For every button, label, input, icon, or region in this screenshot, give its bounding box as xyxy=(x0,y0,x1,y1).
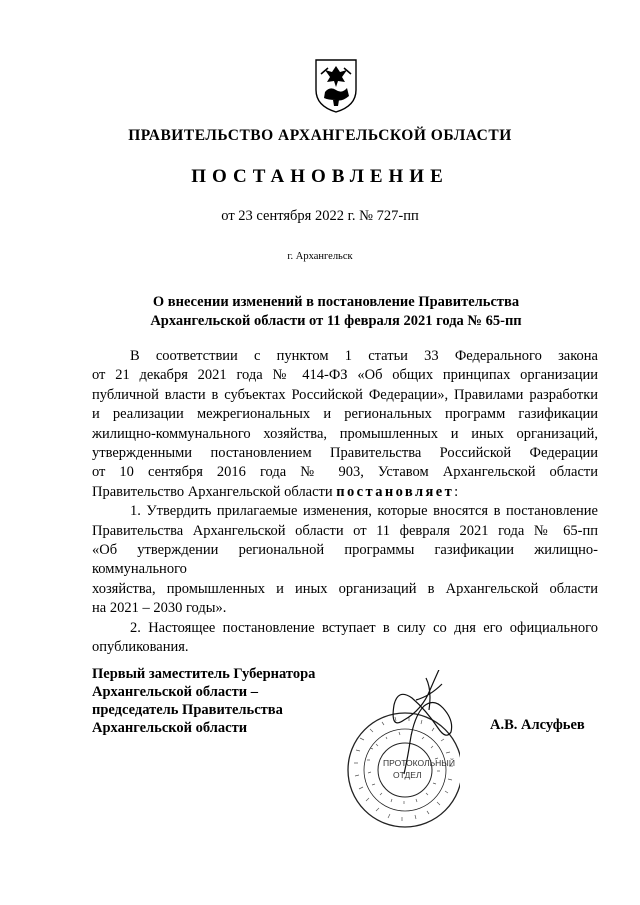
body-line: Правительства Архангельской области от 11 февраля 2021 года № 65-пп xyxy=(92,522,598,539)
body-line: хозяйства, промышленных и иных организаций в Архангельской области xyxy=(92,580,598,597)
signer-position-line: Архангельской области xyxy=(92,720,248,736)
body-line: утвержденными постановлением Правительства Российской Федерации xyxy=(92,445,598,462)
document-type-title: ПОСТАНОВЛЕНИЕ xyxy=(191,166,449,187)
signer-position-line: Первый заместитель Губернатора xyxy=(92,666,316,682)
signer-position-line: председатель Правительства xyxy=(92,702,283,718)
coat-of-arms-emblem xyxy=(313,56,359,114)
official-stamp xyxy=(330,670,460,840)
document-body xyxy=(92,347,598,658)
body-line-decree xyxy=(92,483,598,502)
city-label: г. Архангельск xyxy=(287,251,353,262)
subject-line-1: О внесении изменений в постановление Правительства xyxy=(152,294,520,310)
body-line: 1. Утвердить прилагаемые изменения, которые вносятся в постановление xyxy=(130,503,598,520)
signer-name: А.В. Алсуфьев xyxy=(490,717,585,733)
signer-position xyxy=(92,665,315,737)
decree-keyword: постановляет xyxy=(336,483,455,500)
document-subject xyxy=(0,293,640,331)
date-and-number: от 23 сентября 2022 г. № 727-пп xyxy=(221,208,419,224)
signer-position-line: Архангельской области – xyxy=(92,684,258,700)
body-line: на 2021 – 2030 годы». xyxy=(92,600,227,617)
body-line: от 10 сентября 2016 года № 903, Уставом Архангельской области xyxy=(92,464,598,481)
body-line: «Об утверждении региональной программы газификации жилищно-коммунального xyxy=(92,542,598,578)
government-heading: ПРАВИТЕЛЬСТВО АРХАНГЕЛЬСКОЙ ОБЛАСТИ xyxy=(128,127,512,144)
body-line: от 21 декабря 2021 года № 414-ФЗ «Об общих принципах организации xyxy=(92,367,598,384)
body-line: и реализации межрегиональных и региональных программ газификации xyxy=(92,406,598,423)
body-line: опубликования. xyxy=(92,639,189,656)
body-line-prefix: Правительство Архангельской области xyxy=(92,483,333,500)
decree-colon: : xyxy=(454,483,459,500)
stamp-inner-text-1: ПРОТОКОЛЬНЫЙ xyxy=(383,758,455,768)
stamp-inner-text-2: ОТДЕЛ xyxy=(393,770,422,780)
body-line: 2. Настоящее постановление вступает в силу со дня его официального xyxy=(130,619,598,636)
body-line: публичной власти в субъектах Российской Федерации», Правилами разработки xyxy=(92,386,598,403)
body-line: В соответствии с пунктом 1 статьи 33 Федерального закона xyxy=(130,348,598,364)
subject-line-2: Архангельской области от 11 февраля 2021 года № 65-пп xyxy=(150,313,522,329)
body-line: жилищно-коммунального хозяйства, промышленных и иных организаций, xyxy=(92,425,598,442)
